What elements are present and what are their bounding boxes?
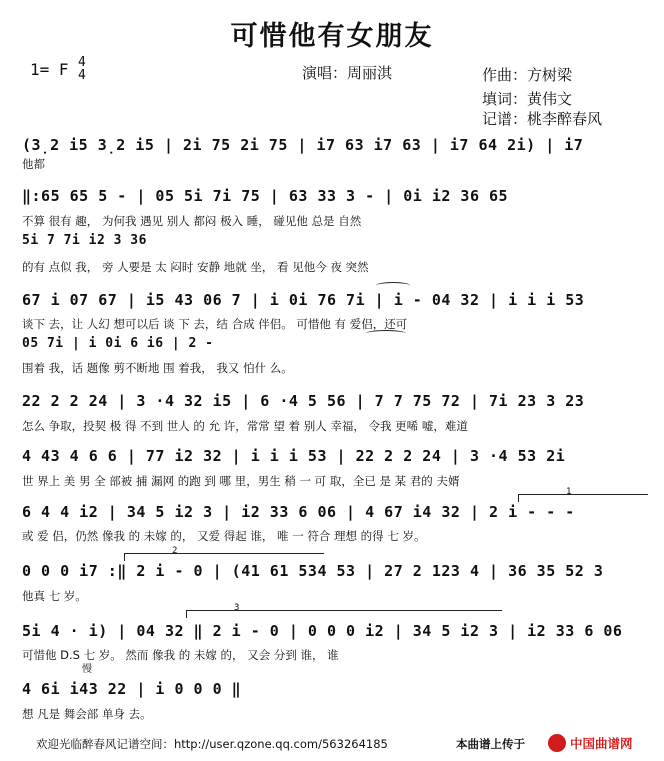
score-row-notes: 4 43 4 6 6 | 77 i2 32 | i i i 53 | 22 2 2 24 | 3 ·4 53 2i [22, 447, 566, 465]
score-row-lyric: 可惜他 D.S 七 岁。 然而 像我 的 未嫁 的， 又会 分到 谁， 谁 [22, 648, 339, 662]
time-signature-top: 4 [78, 55, 86, 70]
score-row-notes: 4 6i i43 22 | i 0 0 0 ‖ [22, 680, 242, 698]
volta-number: 2 [172, 546, 178, 556]
scribe-credit: 记谱：桃李醉春风 [482, 110, 603, 128]
score-row-lyric: 不算 很有 趣， 为何我 遇见 别人 都闷 极入 睡， 碰见他 总是 自然 [22, 214, 362, 228]
lyricist-credit: 填词：黄伟文 [482, 90, 573, 108]
score-row-notes: ‖:65 65 5 - | 05 5i 7i 75 | 63 33 3 - | 0i i2 36 65 [22, 187, 509, 205]
score-row-notes: 6 4 4 i2 | 34 5 i2 3 | i2 33 6 06 | 4 67 i4 32 | 2 i - - - [22, 503, 575, 521]
composer-credit: 作曲：方树梁 [482, 66, 573, 84]
key-signature: 1= F [30, 60, 69, 79]
score-row-notes: 5i 4 · i) | 04 32 ‖ 2 i - 0 | 0 0 0 i2 | 34 5 i2 3 | i2 33 6 06 [22, 622, 623, 640]
score-row-lyric: 的有 点似 我， 旁 人要是 太 闷时 安静 地就 坐， 看 见他今 夜 突然 [22, 260, 369, 274]
score-row-notes: 05 7i | i 0i 6 i6 | 2 - [22, 336, 214, 351]
volta-bracket-1 [518, 494, 648, 495]
score-row-lyric: 或 爱 侣，仍然 像我 的 未嫁 的， 又爱 得起 谁， 唯 一 符合 理想 的得 七 岁。 [22, 529, 426, 543]
score-row-notes: 67 i 07 67 | i5 43 06 7 | i 0i 76 7i | i - 04 32 | i i i 53 [22, 291, 585, 309]
volta-tick [518, 494, 519, 502]
score-row-lyric: 想 凡是 舞会部 单身 去。 [22, 707, 152, 721]
volta-bracket-2 [124, 553, 324, 554]
volta-number: 3 [234, 603, 240, 613]
score-row-lyric: 谈下 去，让 人幻 想可以后 谈 下 去，结 合成 伴侣。 可惜他 有 爱侣，还可 [22, 317, 408, 331]
footer-visit-text: 欢迎光临醉春风记谱空间：http://user.qzone.qq.com/563264185 [36, 737, 388, 751]
score-row-notes: 5i 7 7i i2 3 36 [22, 233, 147, 248]
tempo-mark: 慢 [82, 664, 92, 675]
site-brand-name: 中国曲谱网 [570, 736, 633, 751]
score-row-lyric: 世 界上 美 男 全 部被 捕 漏网 的跑 到 哪 里，男生 稍 一 可 取，全已 是 某 君的 夫婿 [22, 474, 460, 488]
site-logo-icon [548, 734, 566, 752]
tie-mark [376, 282, 410, 289]
tie-mark [366, 330, 406, 337]
site-logo[interactable] [548, 733, 658, 753]
score-row-lyric: 怎么 争取，投契 极 得 不到 世人 的 允 许，常常 望 着 别人 幸福， 令我 更唏 嘘，难道 [22, 419, 468, 433]
volta-tick [124, 553, 125, 561]
score-row-notes: 22 2 2 24 | 3 ·4 32 i5 | 6 ·4 5 56 | 7 7 75 72 | 7i 23 3 23 [22, 392, 585, 410]
time-signature [78, 56, 86, 82]
singer-credit: 演唱：周丽淇 [302, 64, 393, 82]
score-row-lyric: 围着 我，话 题像 剪不断地 围 着我， 我又 怕什 么。 [22, 361, 293, 375]
score-row-lyric: 他都 [22, 157, 45, 171]
score-row-notes: (3̣2 i5 3̣2 i5 | 2i 75 2i 75 | i7 63 i7 63 | i7 64 2i) | i7 [22, 136, 584, 154]
volta-tick [186, 610, 187, 618]
score-row-notes: 0 0 0 i7 :‖ 2 i - 0 | (41 61 534 53 | 27 2 123 4 | 36 35 52 3 [22, 562, 604, 580]
footer-upload-text: 本曲谱上传于 [456, 737, 525, 751]
song-title: 可惜他有女朋友 [230, 21, 434, 52]
score-row-lyric: 他真 七 岁。 [22, 589, 87, 603]
volta-number: 1 [566, 487, 572, 497]
time-signature-bottom: 4 [78, 68, 86, 83]
